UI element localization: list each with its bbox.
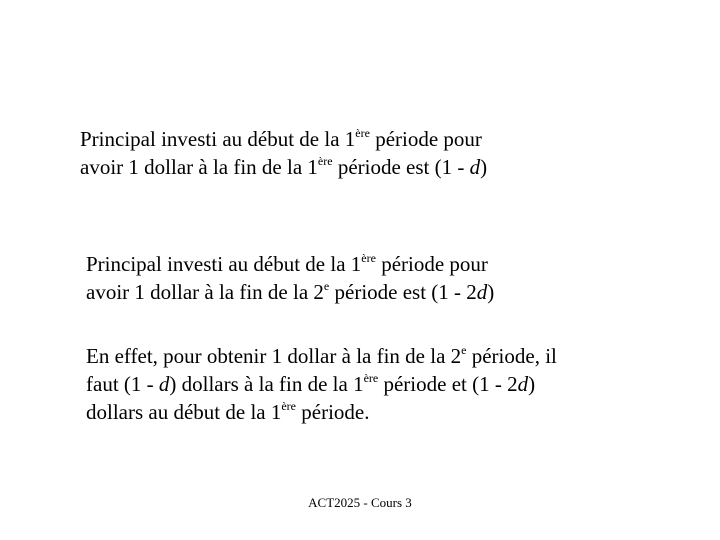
text-run: période. [296, 400, 370, 424]
text-run: dollars au début de la 1 [86, 400, 282, 424]
text-line [86, 250, 494, 278]
superscript-run: e [323, 279, 330, 293]
italic-variable: d [158, 372, 170, 396]
text-run: avoir 1 dollar à la fin de la 2 [86, 280, 324, 304]
text-run: période est (1 - 2 [329, 280, 477, 304]
slide-footer: ACT2025 - Cours 3 [308, 495, 412, 510]
text-run: ) [480, 155, 488, 179]
text-run: ) [528, 372, 536, 396]
text-run: Principal investi au début de la 1 [86, 252, 362, 276]
italic-variable: d [476, 280, 488, 304]
superscript-run: ère [355, 126, 370, 140]
text-run: période pour [369, 127, 482, 151]
italic-variable: d [517, 372, 529, 396]
text-run: Principal investi au début de la 1 [80, 127, 356, 151]
text-run: période pour [375, 252, 488, 276]
text-run: période et (1 - 2 [378, 372, 518, 396]
text-run: avoir 1 dollar à la fin de la 1 [80, 155, 318, 179]
superscript-run: ère [281, 399, 297, 413]
paragraph-explanation [86, 342, 557, 426]
superscript-run: ère [363, 371, 379, 385]
superscript-run: ère [361, 251, 376, 265]
text-line [80, 153, 487, 181]
text-line [80, 125, 487, 153]
text-run: période est (1 - [332, 155, 470, 179]
paragraph-principal-1st-period [80, 125, 487, 181]
superscript-run: ère [317, 154, 333, 168]
superscript-run: e [461, 343, 467, 357]
text-run: ) dollars à la fin de la 1 [169, 372, 364, 396]
text-line [86, 398, 557, 426]
paragraph-principal-2nd-period [86, 250, 494, 306]
text-line [86, 342, 557, 370]
italic-variable: d [469, 155, 481, 179]
text-run: ) [487, 280, 495, 304]
text-line [86, 278, 494, 306]
text-run: En effet, pour obtenir 1 dollar à la fin de la 2 [86, 344, 462, 368]
text-run: période, il [466, 344, 557, 368]
text-run: faut (1 - [86, 372, 159, 396]
text-line [86, 370, 557, 398]
